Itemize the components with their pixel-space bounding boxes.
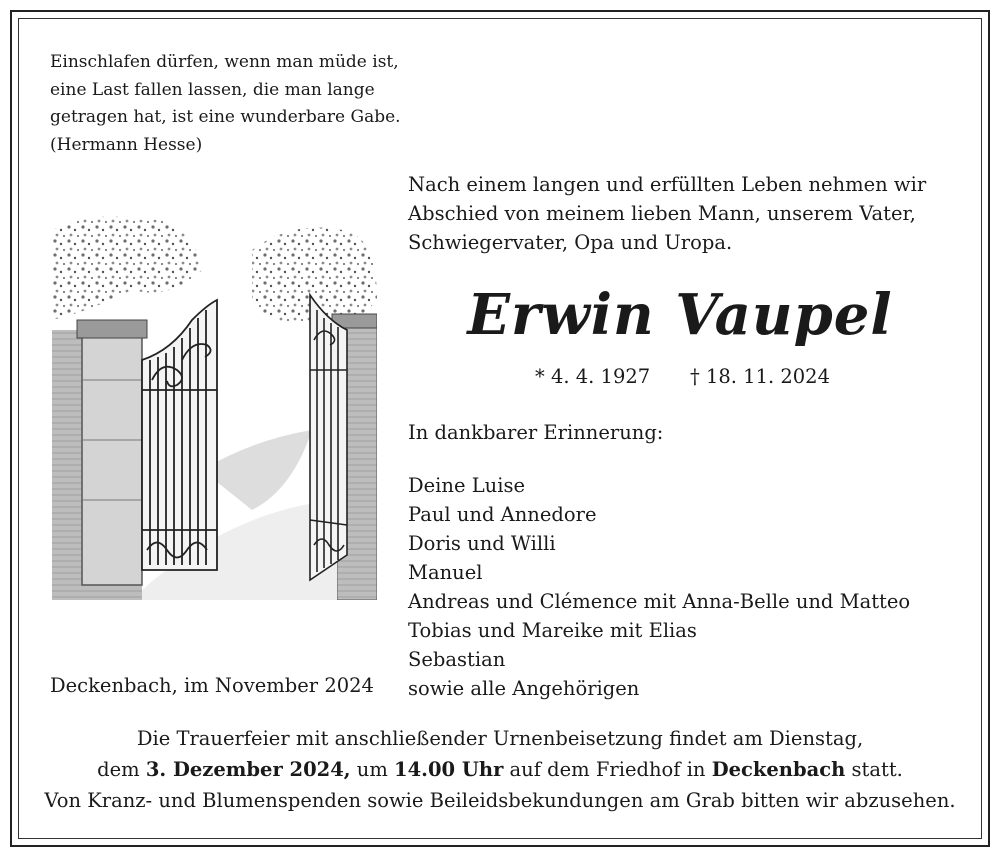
service-time: 14.00 Uhr xyxy=(394,758,504,781)
funeral-service-info xyxy=(30,723,970,816)
service-text: auf dem Friedhof in xyxy=(503,758,712,781)
birth-date: * 4. 4. 1927 xyxy=(535,365,651,388)
death-date: † 18. 11. 2024 xyxy=(690,365,830,388)
service-line-1: Die Trauerfeier mit anschließender Urnenbeisetzung findet am Dienstag, xyxy=(136,727,864,750)
mourner-entry: Doris und Willi xyxy=(408,532,556,555)
mourner-entry: Deine Luise xyxy=(408,474,525,497)
mourner-entry: Andreas und Clémence mit Anna-Belle und Matteo xyxy=(408,590,911,613)
service-line-3: Von Kranz- und Blumenspenden sowie Beileidsbekundungen am Grab bitten wir abzusehen. xyxy=(44,789,956,812)
place-and-date: Deckenbach, im November 2024 xyxy=(50,674,374,697)
service-text: dem xyxy=(97,758,146,781)
mourners-list xyxy=(408,471,910,703)
mourner-entry: Manuel xyxy=(408,561,483,584)
mourner-entry: sowie alle Angehörigen xyxy=(408,677,640,700)
service-date: 3. Dezember 2024, xyxy=(145,758,351,781)
garden-gate-illustration xyxy=(52,210,377,600)
hesse-quote xyxy=(50,49,401,159)
deceased-name: Erwin Vaupel xyxy=(467,282,893,348)
announcement-line: Nach einem langen und erfüllten Leben nehmen wir xyxy=(408,173,927,196)
quote-line: eine Last fallen lassen, die man lange xyxy=(50,79,375,100)
mourner-entry: Tobias und Mareike mit Elias xyxy=(408,619,697,642)
mourner-entry: Sebastian xyxy=(408,648,506,671)
service-line-2 xyxy=(30,754,970,785)
quote-author: (Hermann Hesse) xyxy=(50,134,203,155)
quote-line: Einschlafen dürfen, wenn man müde ist, xyxy=(50,52,399,72)
service-text: statt. xyxy=(845,758,903,781)
service-text: um xyxy=(350,758,395,781)
announcement-text xyxy=(408,170,926,257)
announcement-line: Schwiegervater, Opa und Uropa. xyxy=(408,231,733,254)
service-location: Deckenbach xyxy=(711,758,846,781)
quote-line: getragen hat, ist eine wunderbare Gabe. xyxy=(50,107,401,127)
memory-label: In dankbarer Erinnerung: xyxy=(408,421,664,444)
mourner-entry: Paul und Annedore xyxy=(408,503,597,526)
announcement-line: Abschied von meinem lieben Mann, unserem Vater, xyxy=(408,202,916,225)
